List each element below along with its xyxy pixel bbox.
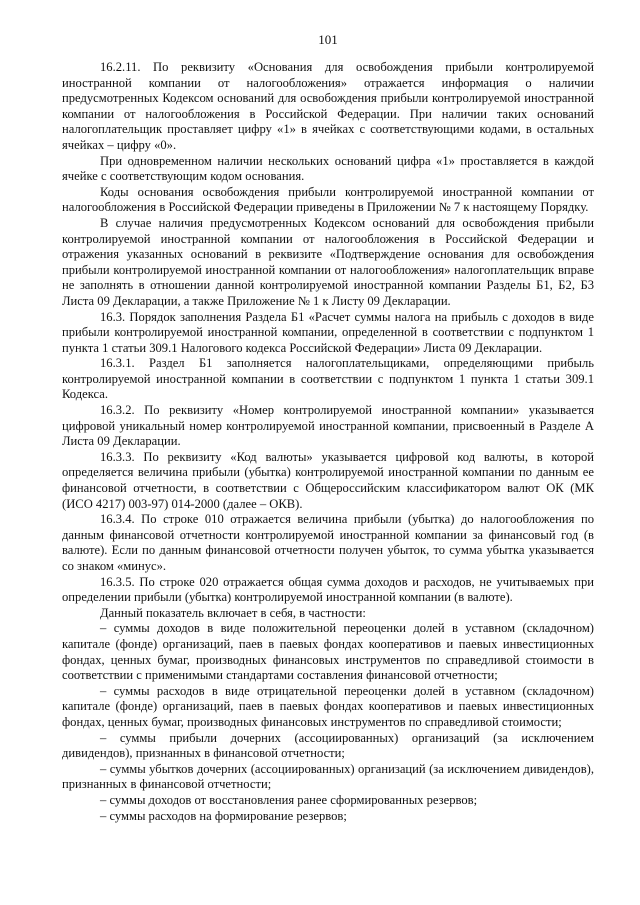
list-item: – суммы доходов от восстановления ранее сформированных резервов; xyxy=(100,792,478,807)
paragraph: Данный показатель включает в себя, в частности: xyxy=(100,605,366,620)
paragraph: 16.3. Порядок заполнения Раздела Б1 «Расчет суммы налога на прибыль с доходов в виде прибыли контролируемой иностранной компании, определенной в соответствии с подпунктом 1 пункта 1 статьи 309.1 Налогового кодекса Российской Федерации» Листа 09 Декларации. xyxy=(62,309,594,355)
document-body xyxy=(62,60,594,824)
page-number: 101 xyxy=(318,32,338,47)
paragraph: В случае наличия предусмотренных Кодексом оснований для освобождения прибыли контролируемой иностранной компании от налогообложения в Российской Федерации и отражения указанных оснований в реквизите «Подтверждение основания для освобождения прибыли контролируемой иностранной компании от налогообложения» налогоплательщик вправе не заполнять в отношении данной контролируемой иностранной компании Разделы Б1, Б2, Б3 Листа 09 Декларации, а также Приложение № 1 к Листу 09 Декларации. xyxy=(62,215,594,308)
paragraph: 16.3.4. По строке 010 отражается величина прибыли (убытка) до налогообложения по данным финансовой отчетности контролируемой иностранной компании за финансовый год (в валюте). Если по данным финансовой отчетности получен убыток, то сумма убытка указывается со знаком «минус». xyxy=(62,512,594,573)
list-item: – суммы расходов на формирование резервов; xyxy=(100,808,347,823)
list-item: – суммы расходов в виде отрицательной переоценки долей в уставном (складочном) капитале (фонде) организаций, паев в паевых фондах кооперативов и паевых инвестиционных фондах, ценных бумаг, производных финансовых инструментов по справедливой стоимости; xyxy=(62,683,594,729)
list-item: – суммы убытков дочерних (ассоциированных) организаций (за исключением дивидендов), признанных в финансовой отчетности; xyxy=(62,761,594,792)
paragraph: 16.3.2. По реквизиту «Номер контролируемой иностранной компании» указывается цифровой уникальный номер контролируемой иностранной компании, присвоенный в Разделе А Листа 09 Декларации. xyxy=(62,403,594,449)
paragraph: 16.3.1. Раздел Б1 заполняется налогоплательщиками, определяющими прибыль контролируемой иностранной компании в соответствии с подпунктом 1 пункта 1 статьи 309.1 Кодекса. xyxy=(62,356,594,402)
paragraph: Коды основания освобождения прибыли контролируемой иностранной компании от налогообложения в Российской Федерации приведены в Приложении № 7 к настоящему Порядку. xyxy=(62,184,594,215)
paragraph: 16.3.3. По реквизиту «Код валюты» указывается цифровой код валюты, в которой определяется величина прибыли (убытка) контролируемой иностранной компании по данным ее финансовой отчетности, в соответствии с Общероссийским классификатором валют ОК (МК (ИСО 4217) 003-97) 014-2000 (далее – ОКВ). xyxy=(62,449,594,511)
paragraph: При одновременном наличии нескольких оснований цифра «1» проставляется в каждой ячейке с соответствующим кодом основания. xyxy=(62,153,594,184)
list-item: – суммы доходов в виде положительной переоценки долей в уставном (складочном) капитале (фонде) организаций, паев в паевых фондах кооперативов и паевых инвестиционных фондах, ценных бумаг, производных финансовых инструментов по справедливой стоимости в соответствии с применимыми стандартами составления финансовой отчетности; xyxy=(62,621,594,683)
list-item: – суммы прибыли дочерних (ассоциированных) организаций (за исключением дивидендов), признанных в финансовой отчетности; xyxy=(62,730,594,761)
paragraph: 16.3.5. По строке 020 отражается общая сумма доходов и расходов, не учитываемых при определении прибыли (убытка) контролируемой иностранной компании (в валюте). xyxy=(62,574,594,605)
paragraph: 16.2.11. По реквизиту «Основания для освобождения прибыли контролируемой иностранной компании от налогообложения» отражается информация о наличии предусмотренных Кодексом оснований для освобождения прибыли контролируемой иностранной компании от налогообложения в Российской Федерации. При наличии таких оснований налогоплательщик проставляет цифру «1» в ячейках с соответствующими кодами, в остальных ячейках – цифру «0». xyxy=(62,60,594,152)
